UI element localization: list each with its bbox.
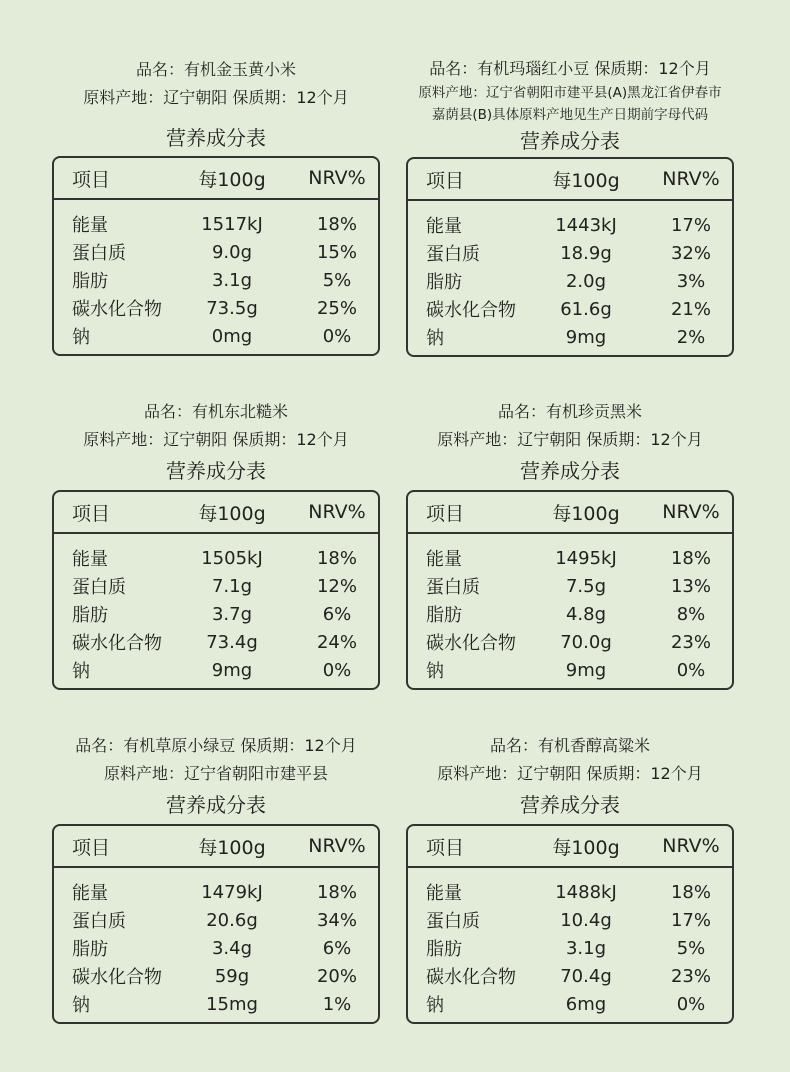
row-value: 3.7g <box>211 603 253 625</box>
header-item: 项目 <box>72 502 111 525</box>
header-per100g: 每100g <box>552 169 620 192</box>
table-row <box>54 572 378 600</box>
row-nrv: 18% <box>316 881 357 903</box>
row-value: 10.4g <box>560 909 612 931</box>
row-nrv: 20% <box>316 965 357 987</box>
row-nrv: 0% <box>322 325 352 347</box>
table-row <box>54 294 378 322</box>
nutrition-card-mung-bean <box>52 732 380 1024</box>
row-value: 7.5g <box>565 575 607 597</box>
row-nrv: 8% <box>676 603 706 625</box>
table-header <box>54 492 378 534</box>
product-origin: 原料产地：辽宁朝阳 保质期：12个月 <box>437 764 703 783</box>
row-label: 脂肪 <box>426 272 462 293</box>
table-header <box>408 826 732 868</box>
row-nrv: 18% <box>670 547 711 569</box>
table-row <box>54 266 378 294</box>
row-label: 钠 <box>426 995 444 1016</box>
row-nrv: 25% <box>316 297 357 319</box>
row-label: 能量 <box>426 883 462 904</box>
header-per100g: 每100g <box>198 502 266 525</box>
row-label: 碳水化合物 <box>426 967 516 988</box>
table-title: 营养成分表 <box>166 793 266 817</box>
row-nrv: 6% <box>322 937 352 959</box>
row-value: 73.5g <box>206 297 258 319</box>
table-row <box>54 600 378 628</box>
row-label: 钠 <box>426 328 444 349</box>
table-row <box>408 239 732 267</box>
table-header <box>408 492 732 534</box>
product-info <box>52 56 380 112</box>
product-info <box>52 732 380 788</box>
header-nrv: NRV% <box>308 835 366 857</box>
row-label: 碳水化合物 <box>426 633 516 654</box>
row-label: 能量 <box>426 216 462 237</box>
row-label: 碳水化合物 <box>426 300 516 321</box>
row-value: 70.0g <box>560 631 612 653</box>
row-label: 碳水化合物 <box>72 967 162 988</box>
row-label: 蛋白质 <box>426 244 480 265</box>
header-per100g: 每100g <box>552 836 620 859</box>
table-row <box>54 544 378 572</box>
row-label: 能量 <box>72 215 108 236</box>
row-nrv: 34% <box>316 909 357 931</box>
row-nrv: 23% <box>670 965 711 987</box>
table-header <box>54 158 378 200</box>
product-name: 品名：有机东北糙米 <box>143 402 288 421</box>
table-row <box>408 295 732 323</box>
row-value: 59g <box>214 965 250 987</box>
product-name: 品名：有机珍贡黑米 <box>497 402 642 421</box>
row-nrv: 18% <box>316 213 357 235</box>
row-value: 6mg <box>565 993 607 1015</box>
row-value: 18.9g <box>560 242 612 264</box>
row-value: 15mg <box>206 993 258 1015</box>
row-label: 碳水化合物 <box>72 299 162 320</box>
row-value: 3.4g <box>211 937 253 959</box>
row-nrv: 24% <box>316 631 357 653</box>
row-nrv: 18% <box>316 547 357 569</box>
row-value: 4.8g <box>565 603 607 625</box>
row-nrv: 15% <box>316 241 357 263</box>
table-row <box>408 934 732 962</box>
header-nrv: NRV% <box>662 501 720 523</box>
header-nrv: NRV% <box>308 167 366 189</box>
row-value: 1505kJ <box>201 547 263 569</box>
header-item: 项目 <box>72 168 111 191</box>
row-value: 9mg <box>565 659 607 681</box>
product-info <box>52 398 380 454</box>
row-label: 脂肪 <box>72 939 108 960</box>
header-per100g: 每100g <box>198 836 266 859</box>
table-title: 营养成分表 <box>520 129 620 153</box>
row-nrv: 5% <box>322 269 352 291</box>
row-label: 脂肪 <box>426 939 462 960</box>
nutrition-table <box>52 490 380 690</box>
table-row <box>408 323 732 351</box>
row-label: 蛋白质 <box>72 577 126 598</box>
row-nrv: 6% <box>322 603 352 625</box>
table-row <box>408 878 732 906</box>
product-info <box>406 398 734 454</box>
row-label: 蛋白质 <box>72 911 126 932</box>
table-row <box>54 656 378 684</box>
row-value: 9mg <box>211 659 253 681</box>
row-label: 能量 <box>72 549 108 570</box>
table-row <box>408 656 732 684</box>
table-row <box>54 322 378 350</box>
nutrition-table <box>406 490 734 690</box>
row-label: 能量 <box>72 883 108 904</box>
row-label: 脂肪 <box>72 271 108 292</box>
row-nrv: 0% <box>322 659 352 681</box>
header-nrv: NRV% <box>662 168 720 190</box>
row-label: 钠 <box>426 661 444 682</box>
product-info <box>406 56 734 122</box>
nutrition-table <box>52 824 380 1024</box>
table-row <box>54 934 378 962</box>
row-value: 3.1g <box>211 269 253 291</box>
table-row <box>54 906 378 934</box>
nutrition-table <box>406 824 734 1024</box>
row-nrv: 18% <box>670 881 711 903</box>
table-row <box>54 210 378 238</box>
product-name: 品名：有机草原小绿豆 保质期：12个月 <box>75 736 357 755</box>
product-origin: 原料产地：辽宁朝阳 保质期：12个月 <box>83 88 349 107</box>
nutrition-card-black-rice <box>406 398 734 690</box>
nutrition-table <box>406 157 734 357</box>
table-row <box>408 906 732 934</box>
row-value: 9mg <box>565 326 607 348</box>
table-row <box>408 211 732 239</box>
row-value: 2.0g <box>565 270 607 292</box>
table-row <box>408 628 732 656</box>
row-label: 碳水化合物 <box>72 633 162 654</box>
row-nrv: 0% <box>676 993 706 1015</box>
row-nrv: 1% <box>322 993 352 1015</box>
header-item: 项目 <box>426 169 465 192</box>
table-row <box>408 572 732 600</box>
table-title: 营养成分表 <box>520 459 620 483</box>
row-nrv: 32% <box>670 242 711 264</box>
row-nrv: 2% <box>676 326 706 348</box>
row-nrv: 17% <box>670 214 711 236</box>
row-nrv: 21% <box>670 298 711 320</box>
row-label: 钠 <box>72 327 90 348</box>
row-value: 7.1g <box>211 575 253 597</box>
header-nrv: NRV% <box>308 501 366 523</box>
row-nrv: 0% <box>676 659 706 681</box>
row-value: 20.6g <box>206 909 258 931</box>
table-title: 营养成分表 <box>520 793 620 817</box>
nutrition-card-golden-millet <box>52 56 380 356</box>
product-info <box>406 732 734 788</box>
header-item: 项目 <box>426 836 465 859</box>
row-nrv: 13% <box>670 575 711 597</box>
row-value: 1488kJ <box>555 881 617 903</box>
table-header <box>54 826 378 868</box>
row-label: 脂肪 <box>72 605 108 626</box>
row-label: 蛋白质 <box>72 243 126 264</box>
table-row <box>54 238 378 266</box>
table-row <box>408 600 732 628</box>
product-name: 品名：有机金玉黄小米 <box>135 60 296 79</box>
row-value: 73.4g <box>206 631 258 653</box>
nutrition-card-brown-rice <box>52 398 380 690</box>
header-item: 项目 <box>72 836 111 859</box>
nutrition-card-sorghum <box>406 732 734 1024</box>
product-origin: 原料产地：辽宁朝阳 保质期：12个月 <box>437 430 703 449</box>
row-value: 9.0g <box>211 241 253 263</box>
row-nrv: 3% <box>676 270 706 292</box>
product-origin: 原料产地：辽宁朝阳 保质期：12个月 <box>83 430 349 449</box>
table-row <box>54 990 378 1018</box>
table-row <box>54 962 378 990</box>
row-nrv: 5% <box>676 937 706 959</box>
row-label: 蛋白质 <box>426 577 480 598</box>
product-origin: 原料产地：辽宁省朝阳市建平县 <box>103 764 328 783</box>
table-row <box>54 628 378 656</box>
row-label: 蛋白质 <box>426 911 480 932</box>
row-label: 脂肪 <box>426 605 462 626</box>
row-nrv: 23% <box>670 631 711 653</box>
row-nrv: 17% <box>670 909 711 931</box>
header-item: 项目 <box>426 502 465 525</box>
row-value: 1443kJ <box>555 214 617 236</box>
table-row <box>54 878 378 906</box>
row-value: 70.4g <box>560 965 612 987</box>
row-label: 钠 <box>72 661 90 682</box>
row-value: 0mg <box>211 325 253 347</box>
header-per100g: 每100g <box>198 168 266 191</box>
product-name: 品名：有机香醇高粱米 <box>489 736 650 755</box>
row-value: 1479kJ <box>201 881 263 903</box>
row-label: 钠 <box>72 995 90 1016</box>
row-value: 61.6g <box>560 298 612 320</box>
row-value: 3.1g <box>565 937 607 959</box>
row-value: 1495kJ <box>555 547 617 569</box>
table-header <box>408 159 732 201</box>
table-title: 营养成分表 <box>166 126 266 150</box>
nutrition-card-red-bean <box>406 56 734 357</box>
header-nrv: NRV% <box>662 835 720 857</box>
product-origin-note: 嘉荫县(B)具体原料产地见生产日期前字母代码 <box>431 107 709 123</box>
nutrition-table <box>52 156 380 356</box>
table-row <box>408 267 732 295</box>
header-per100g: 每100g <box>552 502 620 525</box>
product-name: 品名：有机玛瑙红小豆 保质期：12个月 <box>429 59 711 78</box>
table-row <box>408 962 732 990</box>
table-row <box>408 990 732 1018</box>
table-title: 营养成分表 <box>166 459 266 483</box>
table-row <box>408 544 732 572</box>
row-value: 1517kJ <box>201 213 263 235</box>
row-label: 能量 <box>426 549 462 570</box>
row-nrv: 12% <box>316 575 357 597</box>
product-origin: 原料产地：辽宁省朝阳市建平县(A)黑龙江省伊春市 <box>418 85 722 101</box>
